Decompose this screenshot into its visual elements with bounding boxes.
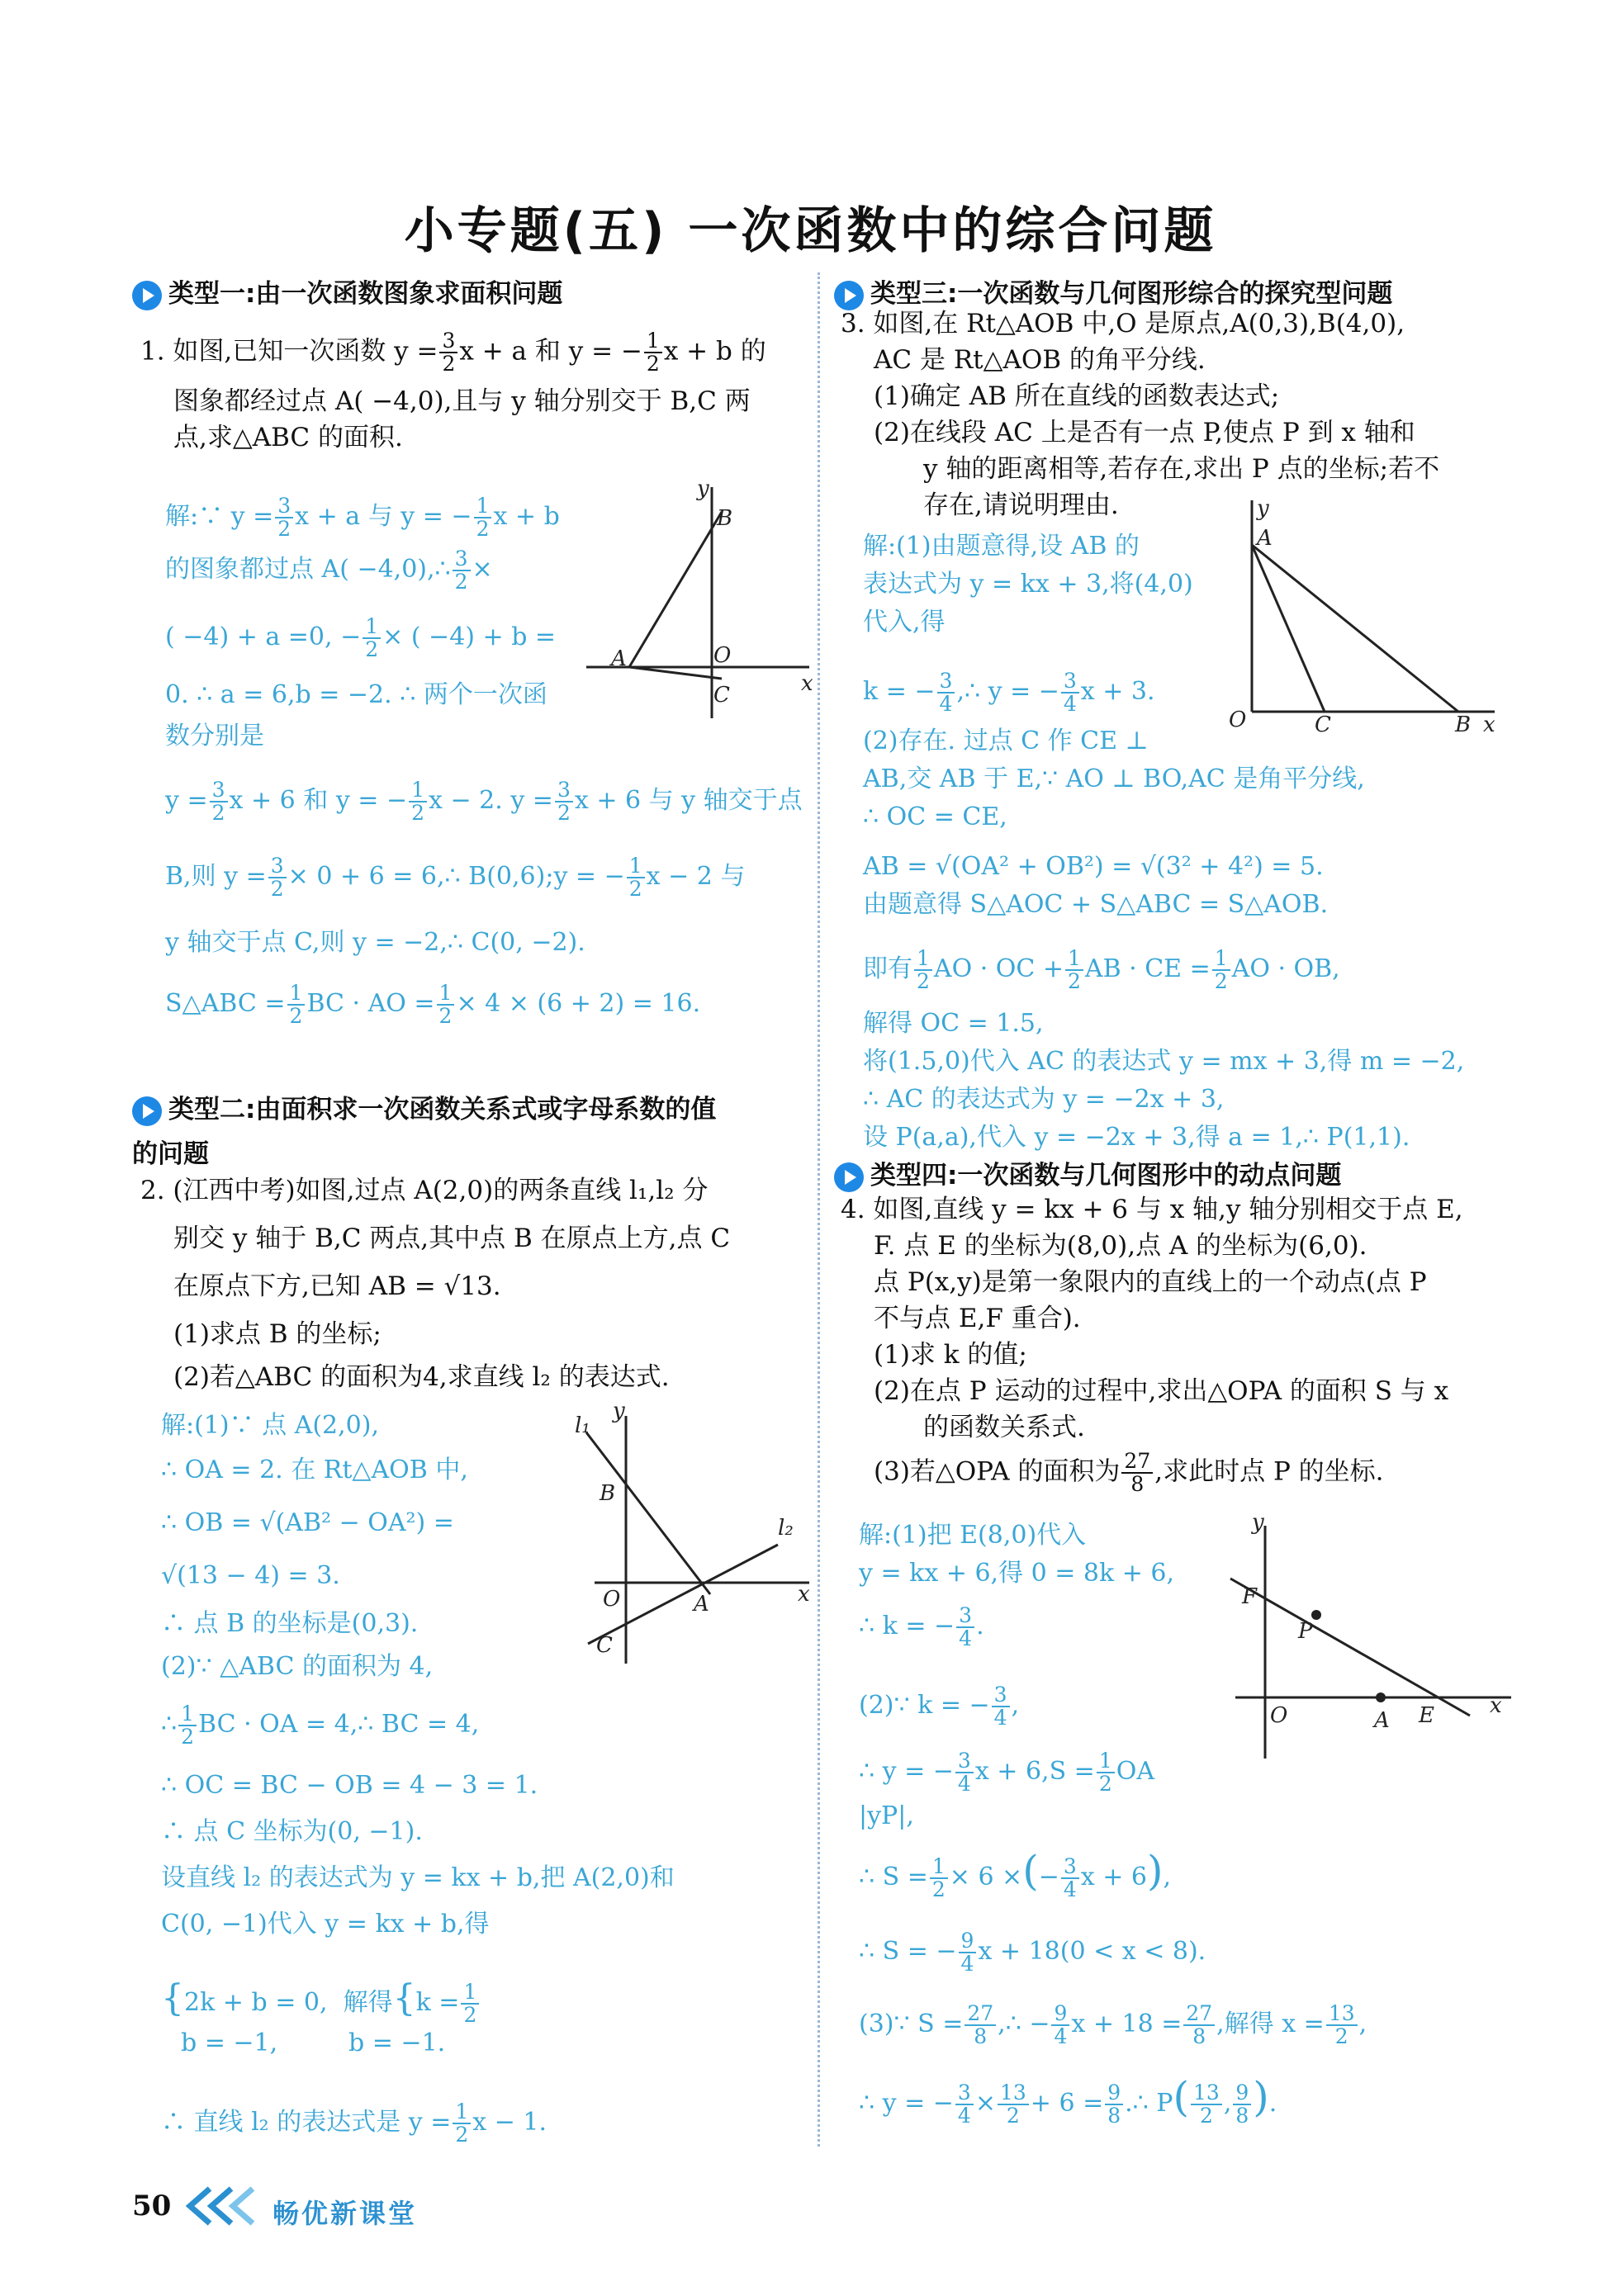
line-AC bbox=[1252, 545, 1325, 712]
label-B: B bbox=[717, 506, 733, 531]
sol3-line10: 即有 $\frac{1}{2}$ AO · OC + $\frac{1}{2}$ AB · CE = $\frac{1}{2}$ AO · OB, bbox=[863, 946, 1340, 993]
sol2-line9: ∴ 点 C 坐标为(0, −1). bbox=[161, 1817, 423, 1846]
sol1-line5: 数分别是 bbox=[165, 722, 264, 750]
label-y: y bbox=[697, 479, 709, 501]
label-y: y bbox=[1257, 496, 1269, 521]
diagram-4 bbox=[1222, 1511, 1519, 1775]
q4-line5: (1)求 k 的值; bbox=[874, 1340, 1027, 1370]
section-title: 类型一:由一次函数图象求面积问题 bbox=[168, 279, 563, 309]
label-x: x bbox=[801, 671, 813, 696]
label-x: x bbox=[1490, 1693, 1502, 1718]
label-y: y bbox=[613, 1399, 625, 1423]
sol3-line6: AB,交 AB 于 E,∵ AO ⊥ BO,AC 是角平分线, bbox=[863, 765, 1365, 793]
sol4-line6: |yP|, bbox=[859, 1801, 914, 1830]
question-3 bbox=[841, 305, 1609, 523]
page-number: 50 bbox=[132, 2189, 172, 2223]
section-header-1 bbox=[132, 272, 562, 310]
play-icon bbox=[132, 1096, 162, 1126]
line-l1 bbox=[586, 1432, 710, 1594]
sol3-line12: 将(1.5,0)代入 AC 的表达式 y = mx + 3,得 m = −2, bbox=[863, 1047, 1465, 1076]
section-title: 类型四:一次函数与几何图形中的动点问题 bbox=[870, 1161, 1342, 1191]
sol2-system-row1: {2k + b = 0, 解得{k = $\frac{1}{2}$ bbox=[161, 1981, 822, 2025]
q4-line7: 的函数关系式. bbox=[923, 1413, 1085, 1442]
q2-line5: (2)若△ABC 的面积为4,求直线 l₂ 的表达式. bbox=[173, 1362, 670, 1392]
section-header-4 bbox=[834, 1154, 1341, 1192]
sol1-line7: B,则 y = $\frac{3}{2}$ × 0 + 6 = 6,∴ B(0,6);y = − $\frac{1}{2}$ x − 2 与 bbox=[165, 854, 746, 901]
q2-line4: (1)求点 B 的坐标; bbox=[173, 1319, 382, 1349]
sol1-line4: 0. ∴ a = 6,b = −2. ∴ 两个一次函 bbox=[165, 680, 547, 709]
chevrons-icon bbox=[182, 2184, 273, 2229]
label-F: F bbox=[1242, 1584, 1258, 1609]
sol3-line7: ∴ OC = CE, bbox=[863, 802, 1007, 831]
sol3-line11: 解得 OC = 1.5, bbox=[863, 1009, 1044, 1038]
sol3-line14: 设 P(a,a),代入 y = −2x + 3,得 a = 1,∴ P(1,1). bbox=[863, 1123, 1410, 1152]
q3-line3: (1)确定 AB 所在直线的函数表达式; bbox=[874, 381, 1280, 411]
sol2-line4: √(13 − 4) = 3. bbox=[161, 1561, 340, 1590]
sol3-line13: ∴ AC 的表达式为 y = −2x + 3, bbox=[863, 1085, 1225, 1114]
sol2-line14: ∴ 直线 l₂ 的表达式是 y = $\frac{1}{2}$ x − 1. bbox=[161, 2100, 547, 2147]
sol4-line5: ∴ y = − $\frac{3}{4}$ x + 6,S = $\frac{1}{2}$ OA bbox=[859, 1749, 1154, 1796]
q1-line2: 图象都经过点 A( −4,0),且与 y 轴分别交于 B,C 两 bbox=[173, 386, 751, 416]
sol4-line3: ∴ k = − $\frac{3}{4}$ . bbox=[859, 1603, 984, 1650]
sol3-line5: (2)存在. 过点 C 作 CE ⊥ bbox=[863, 727, 1149, 755]
q2-line2: 别交 y 轴于 B,C 两点,其中点 B 在原点上方,点 C bbox=[173, 1224, 731, 1253]
q4-line6: (2)在点 P 运动的过程中,求出△OPA 的面积 S 与 x bbox=[874, 1376, 1449, 1406]
label-A: A bbox=[1374, 1708, 1390, 1733]
q2-line1: 2. (江西中考)如图,过点 A(2,0)的两条直线 l₁,l₂ 分 bbox=[140, 1176, 709, 1205]
section-title: 类型三:一次函数与几何图形综合的探究型问题 bbox=[870, 279, 1393, 309]
sol4-line1: 解:(1)把 E(8,0)代入 bbox=[859, 1521, 1087, 1550]
section-header-2 bbox=[132, 1088, 716, 1170]
sol4-line4: (2)∵ k = − $\frac{3}{4}$ , bbox=[859, 1683, 1020, 1730]
label-B: B bbox=[1455, 712, 1472, 735]
sol4-line10: ∴ y = − $\frac{3}{4}$ × $\frac{13}{2}$ + 6 = $\frac{9}{8}$ .∴ P( $\frac{13}{2}$ , $\frac{9}{8}$ ). bbox=[859, 2073, 1277, 2128]
q4-line2: F. 点 E 的坐标为(8,0),点 A 的坐标为(6,0). bbox=[874, 1231, 1367, 1261]
q4-line1: 4. 如图,直线 y = kx + 6 与 x 轴,y 轴分别相交于点 E, bbox=[841, 1195, 1463, 1224]
sol3-line9: 由题意得 S△AOC + S△ABC = S△AOB. bbox=[863, 890, 1329, 919]
q1-line1: 1. 如图,已知一次函数 y = $\frac{3}{2}$ x + a 和 y = − $\frac{1}{2}$ x + b 的 bbox=[140, 329, 766, 376]
label-O: O bbox=[1229, 708, 1247, 732]
sol2-line8: ∴ OC = BC − OB = 4 − 3 = 1. bbox=[161, 1771, 538, 1800]
point-P bbox=[1311, 1610, 1321, 1620]
diagram-2 bbox=[570, 1399, 818, 1672]
label-x: x bbox=[798, 1582, 810, 1607]
q4-line8: (3)若△OPA 的面积为 $\frac{27}{8}$ ,求此时点 P 的坐标. bbox=[874, 1449, 1384, 1496]
sol3-line1: 解:(1)由题意得,设 AB 的 bbox=[863, 532, 1140, 561]
sol2-line3: ∴ OB = √(AB² − OA²) = bbox=[161, 1508, 454, 1537]
label-C: C bbox=[596, 1633, 613, 1658]
label-C: C bbox=[1315, 712, 1331, 735]
brand-name: 畅优新课堂 bbox=[273, 2198, 418, 2229]
label-l2: l₂ bbox=[778, 1516, 794, 1541]
q2-line3: 在原点下方,已知 AB = √13. bbox=[173, 1271, 501, 1301]
label-l1: l₁ bbox=[575, 1413, 590, 1438]
label-x: x bbox=[1483, 712, 1495, 735]
sol3-line4: k = − $\frac{3}{4}$ ,∴ y = − $\frac{3}{4}$ x + 3. bbox=[863, 669, 1155, 716]
q3-line4: (2)在线段 AC 上是否有一点 P,使点 P 到 x 轴和 bbox=[874, 418, 1415, 447]
line-AB bbox=[629, 512, 722, 667]
question-4 bbox=[841, 1191, 1609, 1495]
sol1-line1: 解:∵ y = $\frac{3}{2}$ x + a 与 y = − $\frac{1}{2}$ x + b bbox=[165, 494, 560, 541]
sol2-line2: ∴ OA = 2. 在 Rt△AOB 中, bbox=[161, 1456, 468, 1484]
label-A: A bbox=[1257, 526, 1273, 551]
q1-line3: 点,求△ABC 的面积. bbox=[173, 423, 403, 452]
sol1-line6: y = $\frac{3}{2}$ x + 6 和 y = − $\frac{1}{2}$ x − 2. y = $\frac{3}{2}$ x + 6 与 y 轴交于点 bbox=[165, 778, 803, 825]
page-title: 小专题(五) 一次函数中的综合问题 bbox=[404, 202, 1217, 260]
sol4-line7: ∴ S = $\frac{1}{2}$ × 6 ×(− $\frac{3}{4}$ x + 6), bbox=[859, 1847, 1172, 1901]
q4-line3: 点 P(x,y)是第一象限内的直线上的一个动点(点 P bbox=[874, 1267, 1427, 1297]
sol2-line7: ∴ $\frac{1}{2}$ BC · OA = 4,∴ BC = 4, bbox=[161, 1702, 480, 1749]
point-A bbox=[1376, 1692, 1386, 1702]
sol1-line9: S△ABC = $\frac{1}{2}$ BC · AO = $\frac{1}{2}$ × 4 × (6 + 2) = 16. bbox=[165, 981, 701, 1028]
section-title-cont: 的问题 bbox=[132, 1139, 209, 1169]
sol2-line11: C(0, −1)代入 y = kx + b,得 bbox=[161, 1910, 490, 1939]
sol3-line3: 代入,得 bbox=[863, 608, 946, 637]
sol1-line2: 的图象都过点 A( −4,0),∴ $\frac{3}{2}$ × bbox=[165, 547, 493, 594]
sol4-line2: y = kx + 6,得 0 = 8k + 6, bbox=[859, 1559, 1175, 1588]
label-O: O bbox=[603, 1587, 621, 1612]
label-A: A bbox=[611, 646, 627, 671]
diagram-3 bbox=[1222, 495, 1503, 735]
sol2-line10: 设直线 l₂ 的表达式为 y = kx + b,把 A(2,0)和 bbox=[161, 1863, 675, 1892]
sol3-line2: 表达式为 y = kx + 3,将(4,0) bbox=[863, 570, 1193, 599]
label-y: y bbox=[1252, 1511, 1264, 1535]
q4-line4: 不与点 E,F 重合). bbox=[874, 1304, 1081, 1333]
label-C: C bbox=[713, 683, 730, 708]
label-B: B bbox=[600, 1481, 616, 1506]
label-O: O bbox=[713, 643, 732, 668]
question-2 bbox=[140, 1172, 818, 1395]
sol2-line6: (2)∵ △ABC 的面积为 4, bbox=[161, 1652, 434, 1681]
diagram-1 bbox=[578, 479, 818, 735]
line-AC bbox=[629, 667, 722, 679]
label-A: A bbox=[694, 1592, 709, 1617]
sol1-line3: ( −4) + a =0, − $\frac{1}{2}$ × ( −4) + b = bbox=[165, 614, 557, 661]
label-O: O bbox=[1270, 1703, 1288, 1728]
section-header-3 bbox=[834, 272, 1392, 310]
line-AB bbox=[1252, 545, 1458, 712]
sol4-line8: ∴ S = − $\frac{9}{4}$ x + 18(0 < x < 8). bbox=[859, 1929, 1206, 1976]
label-P: P bbox=[1298, 1619, 1313, 1644]
q3-line6: 存在,请说明理由. bbox=[923, 490, 1119, 520]
section-title: 类型二:由面积求一次函数关系式或字母系数的值 bbox=[168, 1095, 717, 1124]
label-E: E bbox=[1419, 1703, 1434, 1728]
question-1 bbox=[140, 330, 818, 456]
sol4-line9: (3)∵ S = $\frac{27}{8}$ ,∴ − $\frac{9}{4}$ x + 18 = $\frac{27}{8}$ ,解得 x = $\frac{13}{2}$ , bbox=[859, 2001, 1367, 2048]
play-icon bbox=[834, 1162, 864, 1192]
q3-line2: AC 是 Rt△AOB 的角平分线. bbox=[874, 345, 1206, 375]
q3-line5: y 轴的距离相等,若存在,求出 P 点的坐标;若不 bbox=[923, 454, 1440, 484]
play-icon bbox=[132, 281, 162, 310]
sol1-line8: y 轴交于点 C,则 y = −2,∴ C(0, −2). bbox=[165, 928, 585, 957]
q3-line1: 3. 如图,在 Rt△AOB 中,O 是原点,A(0,3),B(4,0), bbox=[841, 309, 1405, 338]
sol2-line1: 解:(1)∵ 点 A(2,0), bbox=[161, 1411, 379, 1440]
sol3-line8: AB = √(OA² + OB²) = √(3² + 4²) = 5. bbox=[863, 852, 1324, 881]
sol2-system-row2: b = −1, b = −1. bbox=[181, 2029, 446, 2057]
sol2-line5: ∴ 点 B 的坐标是(0,3). bbox=[161, 1609, 419, 1638]
